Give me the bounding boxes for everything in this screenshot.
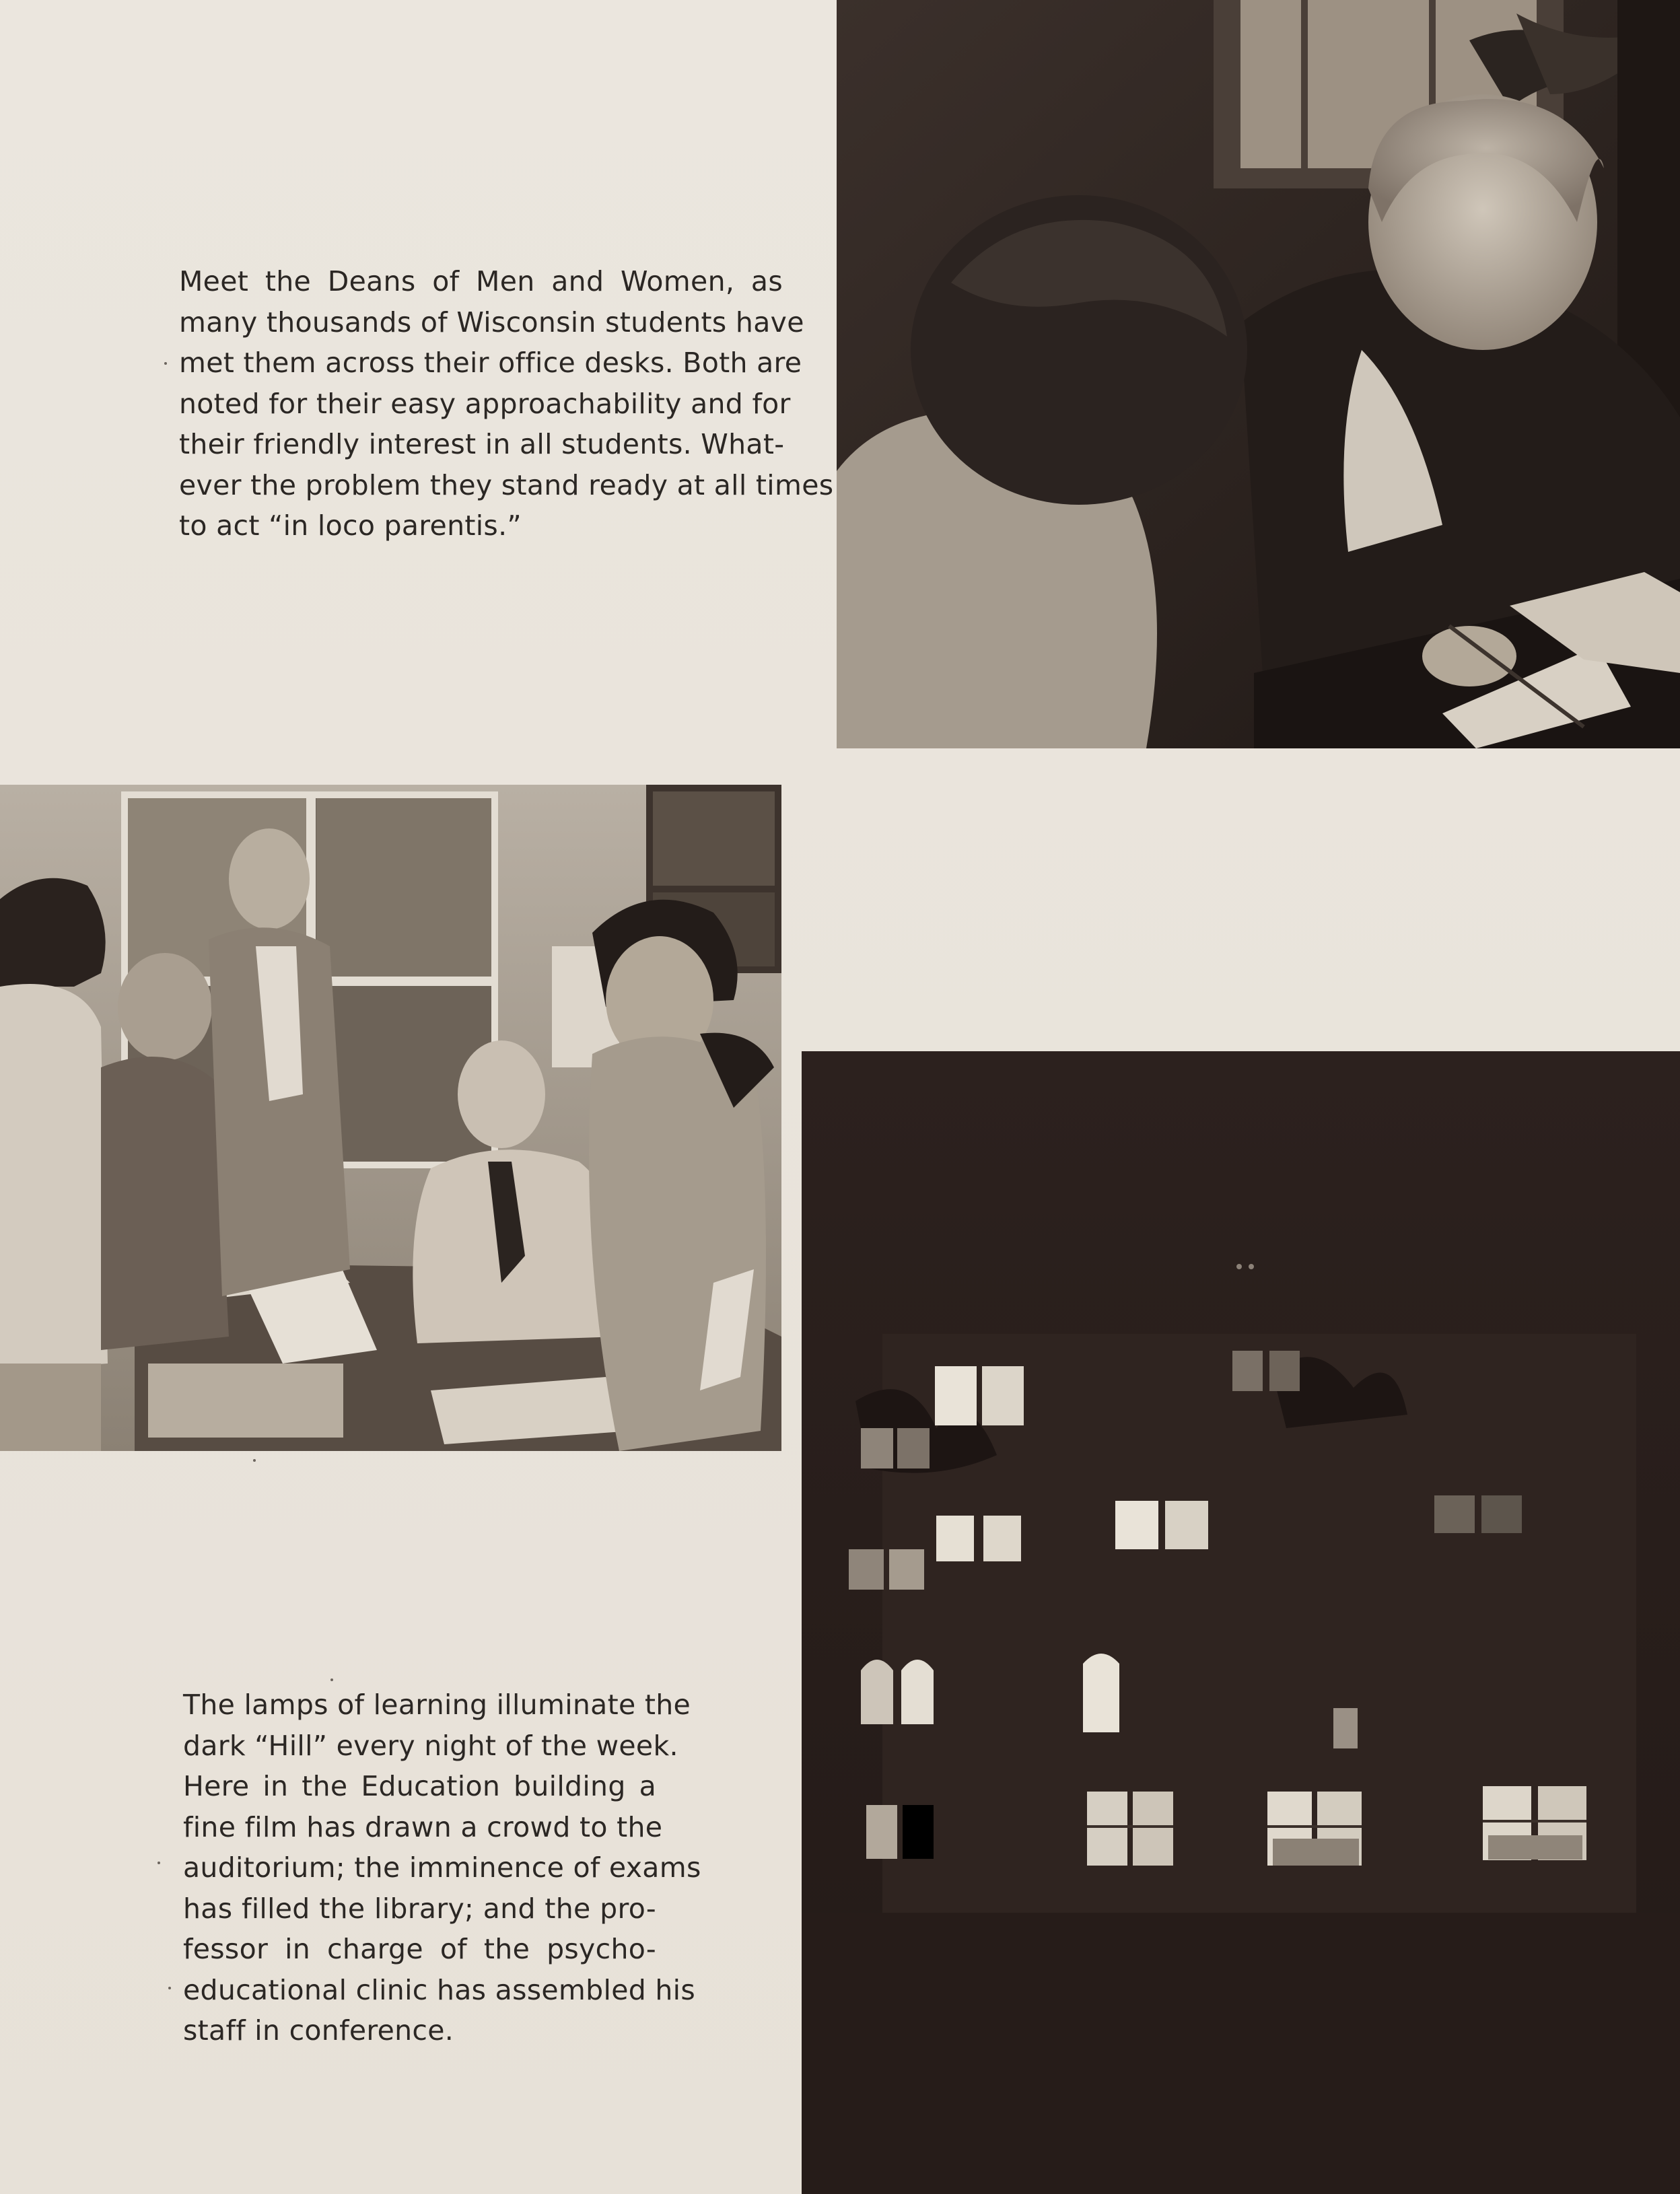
caption-line: staff in conference.	[183, 2014, 454, 2047]
dean-of-women-photo	[837, 0, 1680, 748]
caption-line: Here in the Education building a	[183, 1770, 656, 1802]
caption-line: has filled the library; and the pro-	[183, 1892, 656, 1925]
education-building-night-photo	[802, 1051, 1680, 2194]
caption-line: met them across their office desks. Both are	[179, 347, 802, 379]
caption-line: to act “in loco parentis.”	[179, 509, 522, 542]
caption-line: auditorium; the imminence of exams	[183, 1851, 701, 1884]
paper-speck	[168, 1987, 171, 1989]
caption-line: their friendly interest in all students. What-	[179, 428, 785, 460]
caption-line: Meet the Deans of Men and Women, as	[179, 265, 783, 297]
caption-line: ever the problem they stand ready at all times	[179, 468, 834, 501]
caption-line: dark “Hill” every night of the week.	[183, 1729, 678, 1762]
paper-speck	[164, 362, 167, 365]
dean-caption	[179, 261, 834, 546]
caption-line: noted for their easy approachability and for	[179, 387, 791, 420]
paper-speck	[253, 1459, 256, 1462]
caption-line: fessor in charge of the psycho-	[183, 1933, 656, 1965]
caption-line: educational clinic has assembled his	[183, 1973, 696, 2006]
dean-of-men-photo	[0, 785, 781, 1451]
caption-line: The lamps of learning illuminate the	[183, 1689, 691, 1721]
paper-speck	[330, 1678, 333, 1681]
education-building-caption	[183, 1685, 701, 2051]
caption-line: many thousands of Wisconsin students have	[179, 306, 804, 339]
paper-speck	[158, 1862, 160, 1864]
caption-line: fine film has drawn a crowd to the	[183, 1810, 663, 1843]
